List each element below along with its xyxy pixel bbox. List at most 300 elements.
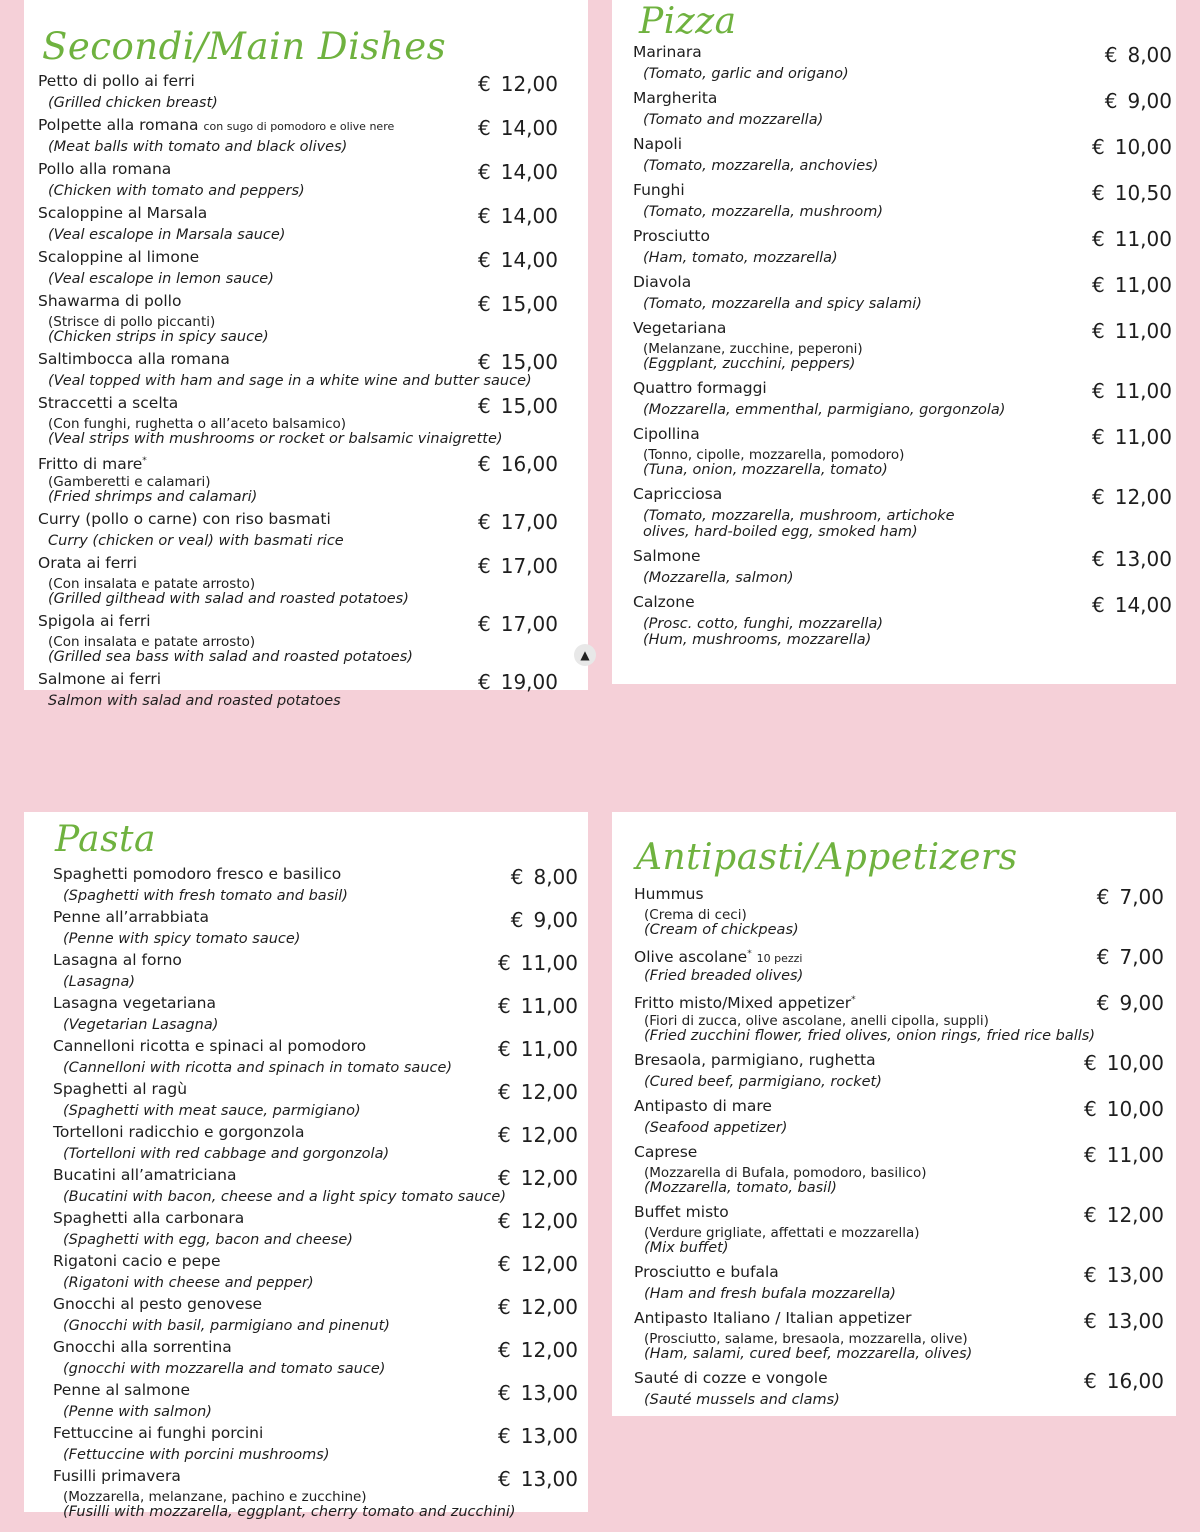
pizza-list — [633, 44, 1172, 648]
item-name-text: Fettuccine ai funghi porcini — [53, 1424, 264, 1442]
item-price — [1092, 136, 1172, 158]
item-name-text: Prosciutto e bufala — [634, 1263, 779, 1281]
item-price — [1084, 1204, 1164, 1226]
currency-symbol: € — [478, 72, 491, 96]
menu-item — [633, 548, 1172, 586]
currency-symbol: € — [1084, 1203, 1097, 1227]
currency-symbol: € — [498, 1123, 511, 1147]
menu-item — [38, 555, 558, 607]
currency-symbol: € — [478, 670, 491, 694]
item-description: (Tomato and mozzarella) — [643, 112, 824, 128]
item-description: (Tomato, garlic and origano) — [643, 66, 849, 82]
asterisk-mark: * — [142, 456, 147, 466]
item-price — [478, 73, 558, 95]
item-description: (Spaghetti with meat sauce, parmigiano) — [63, 1103, 361, 1119]
item-price — [1105, 90, 1172, 112]
price-value: 13,00 — [520, 1424, 578, 1448]
item-description: (gnocchi with mozzarella and tomato sauce) — [63, 1361, 386, 1377]
item-name-text: Gnocchi alla sorrentina — [53, 1338, 232, 1356]
item-price — [498, 1124, 578, 1146]
currency-symbol: € — [1092, 135, 1105, 159]
item-price — [498, 1296, 578, 1318]
item-price — [511, 909, 578, 931]
menu-item — [53, 1468, 578, 1520]
item-price — [511, 866, 578, 888]
pizza-title: Pizza — [639, 1, 737, 42]
item-price — [478, 117, 558, 139]
secondi-title: Secondi/Main Dishes — [42, 25, 447, 68]
item-name — [633, 426, 1092, 443]
menu-item — [53, 1167, 578, 1205]
item-name-text: Shawarma di pollo — [38, 292, 182, 310]
item-name-text: Salmone ai ferri — [38, 670, 162, 688]
price-value: 11,00 — [520, 994, 578, 1018]
pasta-title: Pasta — [55, 819, 156, 860]
item-name-text: Antipasto Italiano / Italian appetizer — [634, 1309, 912, 1327]
item-price — [478, 671, 558, 693]
menu-item — [633, 486, 1172, 540]
currency-symbol: € — [478, 160, 491, 184]
currency-symbol: € — [1084, 1051, 1097, 1075]
currency-symbol: € — [1092, 593, 1105, 617]
item-price — [1105, 44, 1172, 66]
currency-symbol: € — [498, 1080, 511, 1104]
currency-symbol: € — [478, 510, 491, 534]
item-name-text: Spigola ai ferri — [38, 612, 151, 630]
menu-item — [38, 73, 558, 111]
item-description-italian: (Strisce di pollo piccanti) — [48, 314, 216, 330]
item-description: (Tomato, mozzarella, anchovies) — [643, 158, 879, 174]
item-price — [478, 249, 558, 271]
item-description: (Tuna, onion, mozzarella, tomato) — [643, 462, 888, 478]
item-description-italian: (Prosciutto, salame, bresaola, mozzarella, olive) — [644, 1331, 968, 1347]
menu-item — [53, 995, 578, 1033]
item-name-text: Lasagna al forno — [53, 951, 182, 969]
menu-item — [38, 205, 558, 243]
menu-item — [38, 453, 558, 505]
item-price — [1092, 320, 1172, 342]
price-value: 17,00 — [500, 612, 558, 636]
item-price — [1097, 886, 1164, 908]
item-description-italian: (Con funghi, rughetta o all’aceto balsamico) — [48, 416, 347, 432]
item-description: (Cannelloni with ricotta and spinach in tomato sauce) — [63, 1060, 453, 1076]
item-price — [1084, 1098, 1164, 1120]
item-price — [498, 1081, 578, 1103]
menu-item — [634, 886, 1164, 938]
item-price — [498, 1339, 578, 1361]
item-name — [38, 671, 478, 688]
item-name-text: Straccetti a scelta — [38, 394, 179, 412]
item-price — [1092, 594, 1172, 616]
item-price — [498, 1038, 578, 1060]
item-name — [633, 594, 1092, 611]
item-price — [1092, 182, 1172, 204]
item-name-text: Fritto misto/Mixed appetizer — [634, 994, 852, 1013]
item-name-text: Lasagna vegetariana — [53, 994, 216, 1012]
item-name — [633, 274, 1092, 291]
currency-symbol: € — [1096, 885, 1110, 909]
item-price — [498, 952, 578, 974]
item-name — [633, 136, 1092, 153]
item-name — [634, 1370, 1084, 1387]
item-name — [53, 1339, 498, 1356]
menu-item — [633, 44, 1172, 82]
item-price — [478, 293, 558, 315]
price-value: 10,00 — [1106, 1051, 1164, 1075]
menu-item — [633, 182, 1172, 220]
currency-symbol: € — [478, 292, 491, 316]
menu-item — [53, 909, 578, 947]
item-description-italian: (Fiori di zucca, olive ascolane, anelli cipolla, suppli) — [644, 1013, 989, 1029]
item-description-italian: (Con insalata e patate arrosto) — [48, 576, 256, 592]
item-name — [38, 613, 478, 630]
currency-symbol: € — [498, 1295, 511, 1319]
menu-item — [633, 426, 1172, 478]
currency-symbol: € — [1092, 227, 1105, 251]
item-price — [1092, 548, 1172, 570]
price-value: 9,00 — [1119, 991, 1164, 1015]
item-description: (Grilled gilthead with salad and roasted potatoes) — [48, 591, 409, 607]
item-price — [478, 613, 558, 635]
currency-symbol: € — [1092, 485, 1105, 509]
menu-item — [634, 1144, 1164, 1196]
price-value: 17,00 — [500, 554, 558, 578]
asterisk-mark: * — [851, 995, 856, 1005]
item-name-text: Scaloppine al Marsala — [38, 204, 208, 222]
item-description: (Chicken strips in spicy sauce) — [48, 329, 269, 345]
item-description: (Rigatoni with cheese and pepper) — [63, 1275, 314, 1291]
currency-symbol: € — [498, 1037, 511, 1061]
item-name-text: Rigatoni cacio e pepe — [53, 1252, 221, 1270]
item-name — [634, 1264, 1084, 1281]
item-name-text: Tortelloni radicchio e gorgonzola — [53, 1123, 305, 1141]
menu-item — [53, 1124, 578, 1162]
item-description: (Eggplant, zucchini, peppers) — [643, 356, 856, 372]
item-description: (Penne with salmon) — [63, 1404, 212, 1420]
item-name-text: Bresaola, parmigiano, rughetta — [634, 1051, 876, 1069]
item-price — [478, 161, 558, 183]
price-value: 11,00 — [520, 1037, 578, 1061]
menu-item — [53, 1425, 578, 1463]
currency-symbol: € — [1104, 89, 1118, 113]
item-description: (Grilled sea bass with salad and roasted potatoes) — [48, 649, 413, 665]
item-note: con sugo di pomodoro e olive nere — [203, 120, 395, 133]
price-value: 15,00 — [500, 350, 558, 374]
menu-item — [634, 992, 1164, 1044]
currency-symbol: € — [1092, 425, 1105, 449]
item-description-italian: (Mozzarella, melanzane, pachino e zucchine) — [63, 1489, 367, 1505]
item-name-text: Fusilli primavera — [53, 1467, 181, 1485]
item-description: (Bucatini with bacon, cheese and a light spicy tomato sauce) — [63, 1189, 506, 1205]
item-name-text: Fritto di mare — [38, 455, 143, 474]
item-name-text: Penne al salmone — [53, 1381, 190, 1399]
item-name-text: Orata ai ferri — [38, 554, 138, 572]
price-value: 14,00 — [1114, 593, 1172, 617]
currency-symbol: € — [1092, 181, 1105, 205]
scroll-up-icon[interactable]: ▲ — [574, 644, 596, 666]
item-description-cont: olives, hard-boiled egg, smoked ham) — [643, 524, 918, 540]
item-description: (Tomato, mozzarella, mushroom, artichoke — [643, 508, 955, 524]
item-name — [634, 946, 1097, 967]
menu-item — [634, 1204, 1164, 1256]
item-name — [633, 44, 1105, 61]
item-description: (Fried breaded olives) — [644, 968, 804, 984]
currency-symbol: € — [1084, 1097, 1097, 1121]
item-name — [53, 909, 511, 926]
price-value: 11,00 — [1114, 319, 1172, 343]
price-value: 14,00 — [500, 116, 558, 140]
menu-item — [38, 671, 558, 709]
item-description: (Sauté mussels and clams) — [644, 1392, 840, 1408]
item-name — [53, 1124, 498, 1141]
item-name-text: Funghi — [633, 181, 685, 199]
item-name — [634, 1052, 1084, 1069]
item-name — [634, 1098, 1084, 1115]
item-price — [1084, 1370, 1164, 1392]
menu-item — [38, 161, 558, 199]
item-price — [498, 1167, 578, 1189]
menu-item — [53, 1339, 578, 1377]
item-description: (Spaghetti with egg, bacon and cheese) — [63, 1232, 353, 1248]
menu-item — [38, 351, 558, 389]
item-price — [478, 555, 558, 577]
item-name-text: Quattro formaggi — [633, 379, 767, 397]
currency-symbol: € — [498, 1252, 511, 1276]
asterisk-mark: * — [747, 949, 752, 959]
item-price — [498, 1468, 578, 1490]
item-name — [38, 555, 478, 572]
price-value: 14,00 — [500, 248, 558, 272]
item-price — [498, 1210, 578, 1232]
menu-item — [38, 249, 558, 287]
currency-symbol: € — [510, 908, 524, 932]
item-description: (Veal strips with mushrooms or rocket or balsamic vinaigrette) — [48, 431, 503, 447]
currency-symbol: € — [498, 1166, 511, 1190]
menu-item — [38, 293, 558, 345]
price-value: 10,50 — [1114, 181, 1172, 205]
item-description: (Ham, tomato, mozzarella) — [643, 250, 838, 266]
currency-symbol: € — [478, 116, 491, 140]
item-description: (Penne with spicy tomato sauce) — [63, 931, 301, 947]
item-description: (Tortelloni with red cabbage and gorgonzola) — [63, 1146, 390, 1162]
secondi-list — [38, 73, 558, 709]
price-value: 13,00 — [520, 1381, 578, 1405]
item-name-text: Diavola — [633, 273, 692, 291]
currency-symbol: € — [478, 350, 491, 374]
item-name — [38, 73, 478, 90]
item-price — [1092, 486, 1172, 508]
currency-symbol: € — [498, 1424, 511, 1448]
price-value: 12,00 — [520, 1338, 578, 1362]
currency-symbol: € — [478, 612, 491, 636]
price-value: 12,00 — [520, 1209, 578, 1233]
menu-item — [53, 952, 578, 990]
item-name-text: Bucatini all’amatriciana — [53, 1166, 237, 1184]
item-description: (Meat balls with tomato and black olives) — [48, 139, 348, 155]
item-name — [634, 1144, 1084, 1161]
currency-symbol: € — [478, 248, 491, 272]
price-value: 15,00 — [500, 292, 558, 316]
item-name-text: Penne all’arrabbiata — [53, 908, 210, 926]
item-description: (Veal escalope in lemon sauce) — [48, 271, 274, 287]
menu-item — [634, 1052, 1164, 1090]
currency-symbol: € — [1096, 945, 1110, 969]
item-name-text: Hummus — [634, 885, 704, 903]
item-description: (Ham and fresh bufala mozzarella) — [644, 1286, 896, 1302]
price-value: 14,00 — [500, 204, 558, 228]
item-name — [53, 1425, 498, 1442]
item-name — [634, 1204, 1084, 1221]
price-value: 8,00 — [533, 865, 578, 889]
item-description: (Fusilli with mozzarella, eggplant, cherry tomato and zucchini) — [63, 1504, 516, 1520]
price-value: 11,00 — [520, 951, 578, 975]
currency-symbol: € — [478, 394, 491, 418]
item-price — [1097, 946, 1164, 968]
item-name-text: Marinara — [633, 43, 702, 61]
menu-item — [633, 380, 1172, 418]
menu-item — [633, 594, 1172, 648]
menu-item — [633, 274, 1172, 312]
item-name-text: Saltimbocca alla romana — [38, 350, 230, 368]
price-value: 10,00 — [1106, 1097, 1164, 1121]
price-value: 15,00 — [500, 394, 558, 418]
currency-symbol: € — [1084, 1263, 1097, 1287]
item-description-italian: (Verdure grigliate, affettati e mozzarella) — [644, 1225, 920, 1241]
item-description: (Grilled chicken breast) — [48, 95, 218, 111]
item-description: (Cream of chickpeas) — [644, 922, 799, 938]
price-value: 12,00 — [520, 1166, 578, 1190]
price-value: 11,00 — [1106, 1143, 1164, 1167]
item-name — [53, 1167, 498, 1184]
item-name-text: Vegetariana — [633, 319, 727, 337]
currency-symbol: € — [1084, 1369, 1097, 1393]
price-value: 17,00 — [500, 510, 558, 534]
price-value: 13,00 — [1106, 1309, 1164, 1333]
item-name-text: Prosciutto — [633, 227, 710, 245]
item-description-cont: (Hum, mushrooms, mozzarella) — [643, 632, 872, 648]
pizza-panel — [612, 0, 1176, 684]
item-description: (Tomato, mozzarella and spicy salami) — [643, 296, 922, 312]
menu-item — [634, 1098, 1164, 1136]
item-description: (Vegetarian Lasagna) — [63, 1017, 219, 1033]
pasta-list — [53, 866, 578, 1520]
item-name — [38, 205, 478, 222]
menu-item — [53, 866, 578, 904]
price-value: 13,00 — [1106, 1263, 1164, 1287]
price-value: 9,00 — [1127, 89, 1172, 113]
currency-symbol: € — [1084, 1143, 1097, 1167]
item-price — [478, 395, 558, 417]
price-value: 10,00 — [1114, 135, 1172, 159]
menu-item — [634, 1264, 1164, 1302]
item-name — [53, 952, 498, 969]
item-name — [38, 511, 478, 528]
item-description: (Mozzarella, salmon) — [643, 570, 794, 586]
item-name-text: Petto di pollo ai ferri — [38, 72, 195, 90]
item-description: (Fried shrimps and calamari) — [48, 489, 258, 505]
item-name — [38, 161, 478, 178]
item-name — [634, 886, 1097, 903]
item-name — [38, 453, 478, 473]
item-name — [53, 1210, 498, 1227]
item-name — [633, 228, 1092, 245]
antipasti-list — [634, 886, 1164, 1408]
item-name — [38, 117, 478, 135]
currency-symbol: € — [478, 554, 491, 578]
item-name — [53, 995, 498, 1012]
price-value: 7,00 — [1119, 945, 1164, 969]
price-value: 12,00 — [520, 1123, 578, 1147]
item-description: (Chicken with tomato and peppers) — [48, 183, 305, 199]
item-name-text: Pollo alla romana — [38, 160, 172, 178]
item-name — [53, 866, 511, 883]
menu-item — [633, 90, 1172, 128]
item-description: (Mix buffet) — [644, 1240, 729, 1256]
item-name-text: Salmone — [633, 547, 701, 565]
item-price — [1097, 992, 1164, 1014]
item-name — [38, 395, 478, 412]
currency-symbol: € — [1092, 379, 1105, 403]
currency-symbol: € — [498, 1467, 511, 1491]
item-description: (Spaghetti with fresh tomato and basil) — [63, 888, 348, 904]
item-name-text: Napoli — [633, 135, 683, 153]
price-value: 12,00 — [1114, 485, 1172, 509]
item-description-italian: (Mozzarella di Bufala, pomodoro, basilico) — [644, 1165, 927, 1181]
price-value: 9,00 — [533, 908, 578, 932]
price-value: 8,00 — [1127, 43, 1172, 67]
item-name-text: Curry (pollo o carne) con riso basmati — [38, 510, 331, 528]
item-name-text: Antipasto di mare — [634, 1097, 772, 1115]
item-name — [53, 1038, 498, 1055]
item-description-italian: (Gamberetti e calamari) — [48, 474, 211, 490]
item-description-italian: (Con insalata e patate arrosto) — [48, 634, 256, 650]
menu-item — [53, 1038, 578, 1076]
item-name — [634, 992, 1097, 1012]
item-description: (Veal topped with ham and sage in a white wine and butter sauce) — [48, 373, 532, 389]
item-description: Salmon with salad and roasted potatoes — [48, 693, 341, 709]
currency-symbol: € — [1092, 547, 1105, 571]
item-name — [53, 1296, 498, 1313]
menu-item — [633, 320, 1172, 372]
price-value: 16,00 — [500, 452, 558, 476]
item-price — [1092, 274, 1172, 296]
item-name-text: Spaghetti alla carbonara — [53, 1209, 245, 1227]
item-name-text: Caprese — [634, 1143, 698, 1161]
item-name-text: Margherita — [633, 89, 718, 107]
item-description: (Fried zucchini flower, fried olives, onion rings, fried rice balls) — [644, 1028, 1096, 1044]
menu-item — [633, 136, 1172, 174]
item-price — [478, 205, 558, 227]
price-value: 12,00 — [500, 72, 558, 96]
item-price — [1084, 1052, 1164, 1074]
item-name — [53, 1468, 498, 1485]
item-price — [478, 453, 558, 475]
item-name-text: Cannelloni ricotta e spinaci al pomodoro — [53, 1037, 367, 1055]
price-value: 14,00 — [500, 160, 558, 184]
menu-item — [38, 511, 558, 549]
currency-symbol: € — [510, 865, 524, 889]
item-note: 10 pezzi — [756, 952, 803, 966]
pasta-panel — [24, 812, 588, 1520]
price-value: 11,00 — [1114, 425, 1172, 449]
item-price — [1092, 426, 1172, 448]
item-name-text: Buffet misto — [634, 1203, 729, 1221]
menu-item — [633, 228, 1172, 266]
item-description-italian: (Melanzane, zucchine, peperoni) — [643, 341, 863, 357]
price-value: 12,00 — [1106, 1203, 1164, 1227]
currency-symbol: € — [1096, 991, 1110, 1015]
item-description-italian: (Crema di ceci) — [644, 907, 747, 923]
